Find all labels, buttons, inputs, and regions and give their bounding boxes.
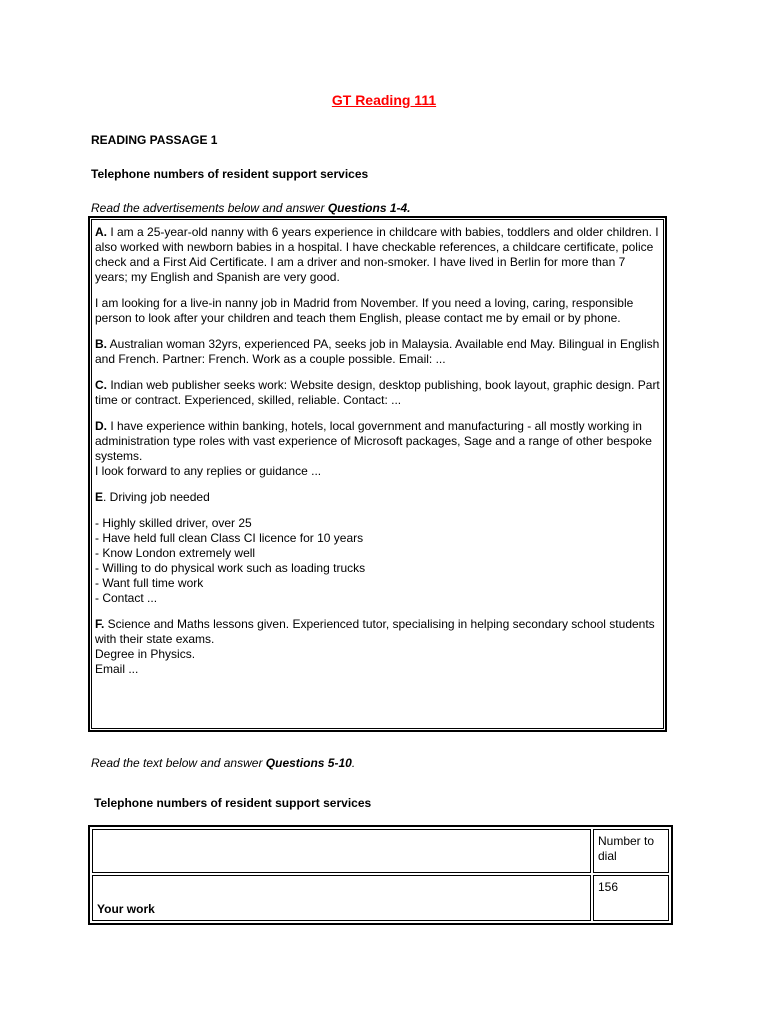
ad-d-text: I have experience within banking, hotels, local government and manufacturing - all mostly working in administration type roles with vast experience of Microsoft packages, Sage and a range of other bespoke systems. [95,419,652,463]
table-row [92,875,669,921]
document-title: GT Reading 111 [331,92,437,108]
advertisements-inner [91,219,664,729]
passage-label: READING PASSAGE 1 [91,133,218,147]
ad-f [95,617,660,677]
table-header-empty-cell [92,829,591,873]
advertisements-box [88,216,667,732]
ad-c-paragraph [95,378,660,408]
ad-b [95,337,660,367]
ad-b-letter: B. [95,337,107,351]
services-table [88,825,673,925]
ad-a [95,225,660,285]
table-header-dial: Number to dial [593,829,669,873]
ad-d-letter: D. [95,419,107,433]
ad-f-text: Science and Maths lessons given. Experienced tutor, specialising in helping secondary school students with their state exams. [95,617,655,646]
instructions-questions: Questions 5-10 [265,756,352,770]
ad-a-paragraph-1 [95,225,660,285]
ad-b-paragraph [95,337,660,367]
instructions-period: . [407,201,411,215]
ad-d-paragraph [95,419,660,464]
ad-f-letter: F. [95,617,105,631]
instructions-text: Read the advertisements below and answer [91,201,328,215]
instructions-questions-5-10 [91,756,355,771]
ad-e-paragraph [95,490,660,505]
instructions-questions: Questions 1-4 [327,201,408,215]
instructions-questions-1-4 [91,201,411,216]
document-subtitle: Telephone numbers of resident support services [91,167,369,181]
ad-e-list-item: - Know London extremely well [95,546,256,560]
ad-b-text: Australian woman 32yrs, experienced PA, seeks job in Malaysia. Available end May. Bilingual in English and French. Partner: French. Work as a couple possible. Email: ... [95,337,660,366]
ad-a-continued [95,296,660,326]
ad-e-list-item: - Highly skilled driver, over 25 [95,516,252,530]
ad-e-list [95,516,660,606]
ad-e-letter: E [95,490,104,504]
ad-a-letter: A. [95,225,107,239]
instructions-period: . [351,756,356,770]
ad-f-line-2: Degree in Physics. [95,647,196,661]
ad-d-line-2: I look forward to any replies or guidance ... [95,464,322,478]
ad-e-list-item: - Contact ... [95,591,158,605]
ad-e-list-item: - Willing to do physical work such as loading trucks [95,561,366,575]
ad-c [95,378,660,408]
table-header-row [92,829,669,873]
ad-e-list-item: - Want full time work [95,576,204,590]
services-table-title: Telephone numbers of resident support services [94,796,372,810]
ad-d [95,419,660,479]
ad-c-letter: C. [95,378,107,392]
table-cell-service: Your work [92,875,591,921]
ad-f-paragraph [95,617,660,647]
ad-e [95,490,660,505]
ad-e-text: . Driving job needed [103,490,210,504]
ad-e-list-item: - Have held full clean Class CI licence for 10 years [95,531,364,545]
ad-c-text: Indian web publisher seeks work: Website design, desktop publishing, book layout, graphic design. Part time or contract. Experienced, skilled, reliable. Contact: ... [95,378,660,407]
instructions-text: Read the text below and answer [91,756,266,770]
ad-a-text: I am a 25-year-old nanny with 6 years experience in childcare with babies, toddlers and older children. I also worked with newborn babies in a hospital. I have checkable references, a childcare certificate, police check and a First Aid Certificate. I am a driver and non-smoker. I have lived in Berlin for more than 7 years; my English and Spanish are very good. [95,225,659,284]
table-cell-number: 156 [593,875,669,921]
ad-f-line-3: Email ... [95,662,139,676]
ad-a-paragraph-2: I am looking for a live-in nanny job in Madrid from November. If you need a loving, caring, responsible person to look after your children and teach them English, please contact me by email or by phone. [95,296,634,325]
